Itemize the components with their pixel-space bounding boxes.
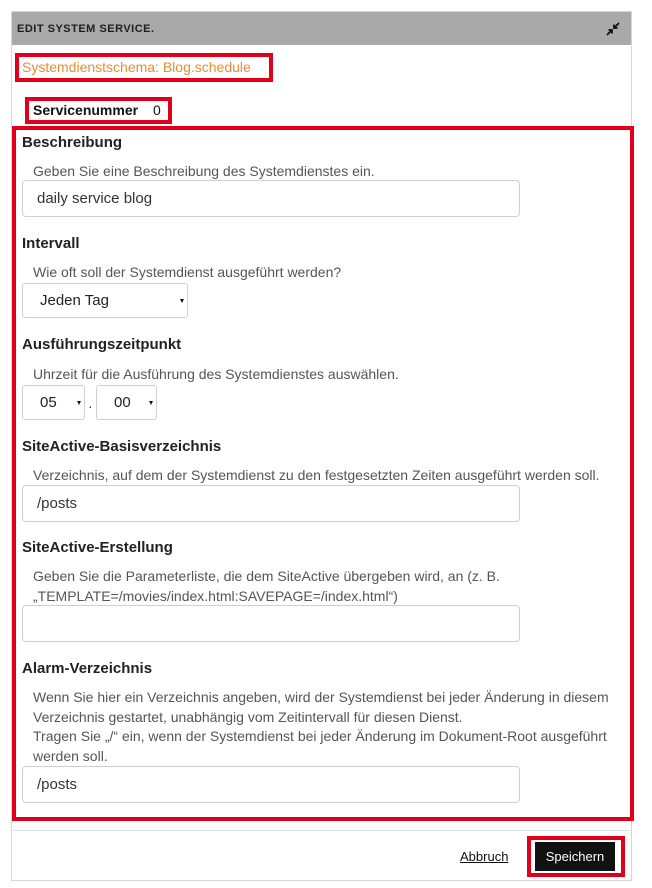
save-button[interactable]: Speichern — [535, 842, 615, 871]
dialog-title: EDIT SYSTEM SERVICE. — [17, 23, 155, 35]
base-dir-label: SiteActive-Basisverzeichnis — [22, 438, 222, 455]
chevron-down-icon — [149, 401, 153, 405]
interval-select[interactable] — [22, 283, 188, 318]
service-number-label: Servicenummer — [33, 102, 139, 118]
dialog-titlebar — [12, 12, 631, 45]
alarm-dir-help-line4: werden soll. — [33, 748, 108, 764]
base-dir-input[interactable]: /posts — [22, 485, 520, 522]
alarm-dir-help-line1: Wenn Sie hier ein Verzeichnis angeben, wird der Systemdienst bei jeder Änderung in diesem — [33, 689, 609, 705]
description-label: Beschreibung — [22, 134, 123, 151]
hour-select-value: 05 — [40, 394, 57, 411]
alarm-dir-help-line2: Verzeichnis gestartet, unabhängig vom Zeitintervall für diesen Dienst. — [33, 709, 463, 725]
footer-divider — [11, 830, 632, 831]
alarm-dir-label: Alarm-Verzeichnis — [22, 660, 153, 677]
hour-select[interactable] — [22, 385, 85, 420]
minute-select-value: 00 — [114, 394, 131, 411]
interval-select-value: Jeden Tag — [40, 292, 109, 309]
schema-label: Systemdienstschema: Blog.schedule — [22, 59, 251, 75]
alarm-dir-input[interactable]: /posts — [22, 766, 520, 803]
minute-select[interactable] — [96, 385, 157, 420]
creation-input[interactable] — [22, 605, 520, 642]
creation-help-line1: Geben Sie die Parameterliste, die dem SiteActive übergeben wird, an (z. B. — [33, 568, 500, 584]
creation-label: SiteActive-Erstellung — [22, 539, 173, 556]
interval-label: Intervall — [22, 235, 80, 252]
collapse-arrows-icon[interactable] — [605, 21, 621, 37]
time-separator: · — [88, 398, 93, 414]
creation-help-line2: „TEMPLATE=/movies/index.html:SAVEPAGE=/index.html“) — [33, 588, 398, 604]
alarm-dir-help-line3: Tragen Sie „/“ ein, wenn der Systemdienst bei jeder Änderung im Dokument-Root ausgeführt — [33, 728, 607, 744]
cancel-link[interactable]: Abbruch — [460, 849, 509, 864]
chevron-down-icon — [180, 299, 184, 303]
base-dir-help: Verzeichnis, auf dem der Systemdienst zu den festgesetzten Zeiten ausgeführt werden soll. — [33, 467, 600, 483]
interval-help: Wie oft soll der Systemdienst ausgeführt werden? — [33, 264, 342, 280]
service-number-value: 0 — [153, 102, 161, 118]
chevron-down-icon — [77, 401, 81, 405]
time-help: Uhrzeit für die Ausführung des Systemdienstes auswählen. — [33, 366, 399, 382]
description-help: Geben Sie eine Beschreibung des Systemdienstes ein. — [33, 163, 375, 179]
description-input[interactable]: daily service blog — [22, 180, 520, 217]
time-label: Ausführungszeitpunkt — [22, 336, 182, 353]
